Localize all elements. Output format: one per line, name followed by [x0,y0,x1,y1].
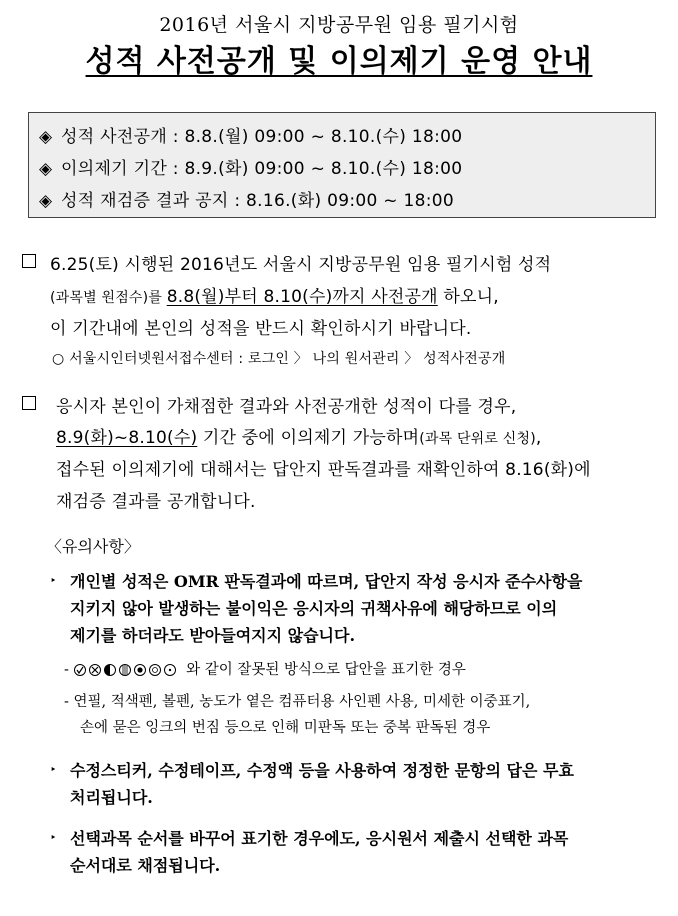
dot-mark-icon [164,664,176,676]
center-dot-icon [134,664,146,676]
section-objection [22,392,656,522]
note-item1-line3: 제기를 하더라도 받아들여지지 않습니다. [70,626,356,645]
diamond-icon: ◈ [39,159,53,179]
objection-period: 8.9(화)~8.10(수) [56,428,198,448]
section-preview-line1: 6.25(토) 시행된 2016년도 서울시 지방공무원 임용 필기시험 성적 [50,255,552,275]
check-mark-icon [74,664,86,676]
schedule-item-text: 성적 재검증 결과 공지 : 8.16.(화) 09:00 ~ 18:00 [61,191,455,211]
schedule-item-text: 이의제기 기간 : 8.9.(화) 09:00 ~ 8.10.(수) 18:00 [61,159,463,179]
section-preview [22,250,656,380]
header-subtitle: 2016년 서울시 지방공무원 임용 필기시험 [159,14,519,36]
cross-mark-icon [89,664,101,676]
bullet-icon: ‣ [50,831,57,844]
note-item2-line1: 수정스티커, 수정테이프, 수정액 등을 사용하여 정정한 문항의 답은 무효 [70,761,574,780]
note-dash2-line2: 손에 묻은 잉크의 번짐 등으로 인해 미판독 또는 중복 판독된 경우 [80,720,491,736]
small-circle-icon [149,664,161,676]
note-item1-line1: 개인별 성적은 OMR 판독결과에 따르며, 답안지 작성 응시자 준수사항을 [70,572,583,591]
schedule-item-recheck [39,186,454,211]
note-dash2-line1: - 연필, 적색펜, 볼펜, 농도가 옅은 컴퓨터용 사인펜 사용, 미세한 이중표기, [64,694,531,710]
half-fill-icon [104,664,116,676]
site-path: ○ 서울시인터넷원서접수센터 : 로그인 〉 나의 원서관리 〉 성적사전공개 [52,351,506,367]
diamond-icon: ◈ [39,127,53,147]
section-preview-line3: 이 기간내에 본인의 성적을 반드시 확인하시기 바랍니다. [50,319,472,339]
bullet-icon: ‣ [50,763,57,776]
page-title-text: 성적 사전공개 및 이의제기 운영 안내 [85,44,593,79]
page-title [0,36,678,80]
bullet-icon: ‣ [50,574,57,587]
note-dash1: - 와 같이 잘못된 방식으로 답안을 표기한 경우 [64,662,466,678]
section-objection-line2: 8.9(화)~8.10(수) 기간 중에 이의제기 가능하며(과목 단위로 신청), [56,428,542,448]
checkbox-icon [22,254,36,268]
section-preview-line2: (과목별 원점수)를 8.8(월)부터 8.10(수)까지 사전공개 하오니, [50,287,499,307]
notes-title: 〈유의사항〉 [46,537,140,556]
note-item1-line2: 지키지 않아 발생하는 불이익은 응시자의 귀책사유에 해당하므로 이의 [70,599,558,618]
diamond-icon: ◈ [39,191,53,211]
note-item3-line1: 선택과목 순서를 바꾸어 표기한 경우에도, 응시원서 제출시 선택한 과목 [70,829,569,848]
checkbox-icon [22,396,36,410]
note-item3-line2: 순서대로 채점됩니다. [70,856,221,875]
schedule-box [28,112,656,218]
schedule-item-text: 성적 사전공개 : 8.8.(월) 09:00 ~ 8.10.(수) 18:00 [61,127,463,147]
section-objection-line3: 접수된 이의제기에 대해서는 답안지 판독결과를 재확인하여 8.16(화)에 [56,460,591,480]
wrong-marks-icon [74,664,176,676]
schedule-item-objection [39,154,462,179]
striped-mark-icon [119,664,131,676]
schedule-item-preview [39,122,462,147]
section-objection-line1: 응시자 본인이 가채점한 결과와 사전공개한 성적이 다를 경우, [56,397,517,417]
note-item2-line2: 처리됩니다. [70,788,153,807]
section-objection-line4: 재검증 결과를 공개합니다. [56,492,256,512]
preview-period: 8.8(월)부터 8.10(수)까지 사전공개 [166,287,438,307]
